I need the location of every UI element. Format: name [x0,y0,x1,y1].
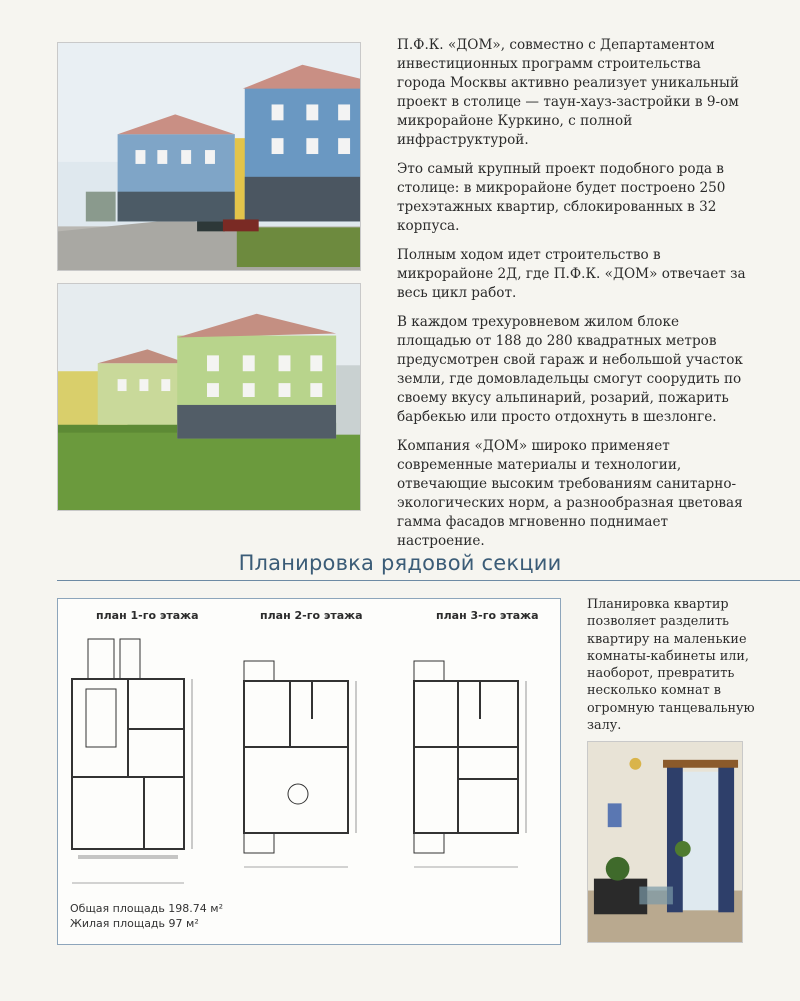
townhouse-photo-blue-image [58,43,360,270]
title-divider [57,580,800,581]
townhouse-photo-blue [57,42,361,271]
total-area: Общая площадь 198.74 м² [70,902,223,915]
intro-paragraph: Полным ходом идет строительство в микрорайоне 2Д, где П.Ф.К. «ДОМ» отвечает за весь цикл работ. [397,247,746,301]
wall-picture [608,803,622,827]
section-title: Планировка рядовой секции [238,551,562,575]
floor3-label: план 3-го этажа [436,609,539,622]
intro-text [397,36,747,561]
car-icon [86,689,116,747]
intro-paragraph: Это самый крупный проект подобного рода в столице: в микрорайоне будет построено 250 трехэтажных квартир, сблокированных в 32 корпуса. [397,161,726,234]
townhouse-photo-green [57,283,361,511]
floor-plans-panel [57,598,561,945]
living-area: Жилая площадь 97 м² [70,917,199,930]
interior-photo-image [588,742,742,942]
floor2-outline [244,681,348,833]
intro-paragraph: В каждом трехуровневом жилом блоке площадью от 188 до 280 квадратных метров предусмотрен свой гараж и небольшой участок земли, где домовладельцы смогут соорудить по своему вкусу альпинарий, розарий, пожарить барбекью или просто отдохнуть в шезлонге. [397,314,743,425]
floor3-outline [414,681,518,833]
floor2-label: план 2-го этажа [260,609,363,622]
layout-description: Планировка квартир позволяет разделить квартиру на маленькие комнаты-кабинеты или, наоборот, превратить несколько комнат в огромную танцевальную залу. [587,597,755,734]
interior-photo [587,741,743,943]
intro-paragraph: Компания «ДОМ» широко применяет современные материалы и технологии, отвечающие высоким требованиям санитарно-экологических норм, а разнообразная цветовая гамма фасадов мгновенно поднимает настроение. [397,438,743,549]
dining-table-icon [288,784,308,804]
floor-plans-drawing [58,599,562,946]
chandelier-icon [629,758,641,770]
townhouse-photo-green-image [58,284,360,510]
intro-paragraph: П.Ф.К. «ДОМ», совместно с Департаментом инвестиционных программ строительства города Москвы активно реализует уникальный проект в столице — таун-хауз-застройки в 9-ом микрорайоне Куркино, с полной инфраструктурой. [397,37,739,148]
floor1-label: план 1-го этажа [96,609,199,622]
